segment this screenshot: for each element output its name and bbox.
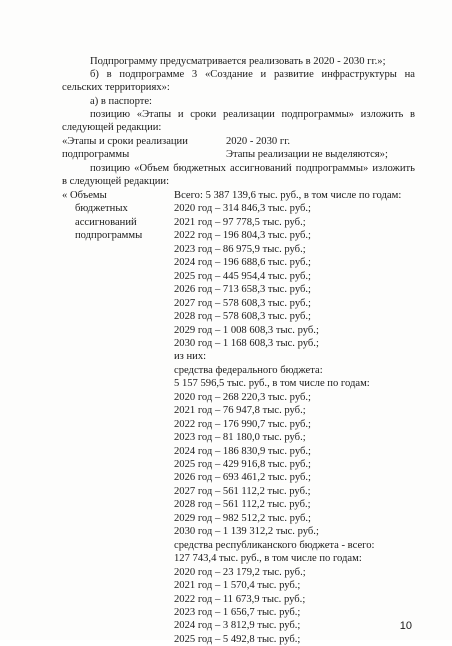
stages-value-1: 2020 - 2030 гг. <box>226 136 290 147</box>
stages-label-2: подпрограммы <box>62 149 130 160</box>
budget-line: 2021 год – 1 570,4 тыс. руб.; <box>174 580 301 591</box>
budget-line: 2023 год – 86 975,9 тыс. руб.; <box>174 243 306 255</box>
budget-line: 2024 год – 3 812,9 тыс. руб.; <box>174 620 301 632</box>
budget-line: 2024 год – 196 688,6 тыс. руб.; <box>174 257 311 269</box>
budget-line: из них: <box>174 351 207 363</box>
budget-label-3: ассигнований <box>75 217 137 228</box>
budget-line: 2024 год – 186 830,9 тыс. руб.; <box>174 445 311 457</box>
budget-line: 2020 год – 23 179,2 тыс. руб.; <box>174 566 306 578</box>
budget-line: 2021 год – 97 778,5 тыс. руб.; <box>174 216 306 228</box>
intro-line-5: позицию «Этапы и сроки реализации подпрограммы» изложить в <box>90 109 415 120</box>
budget-line: 2022 год – 11 673,9 тыс. руб.; <box>174 593 306 605</box>
stages-label-1: «Этапы и сроки реализации <box>62 136 188 147</box>
budget-line: 5 157 596,5 тыс. руб., в том числе по годам: <box>174 378 370 390</box>
budget-line: 2023 год – 1 656,7 тыс. руб.; <box>174 607 301 618</box>
budget-intro-line-1: позицию «Объем бюджетных ассигнований подпрограммы» изложить <box>90 163 415 174</box>
intro-line-2: б) в подпрограмме 3 «Создание и развитие инфраструктуры на <box>90 69 415 80</box>
budget-line: 127 743,4 тыс. руб., в том числе по годам: <box>174 553 362 565</box>
budget-line: 2025 год – 445 954,4 тыс. руб.; <box>174 270 311 282</box>
budget-line: 2025 год – 429 916,8 тыс. руб.; <box>174 459 311 470</box>
budget-line: 2027 год – 578 608,3 тыс. руб.; <box>174 297 311 309</box>
budget-line: 2020 год – 268 220,3 тыс. руб.; <box>174 391 311 403</box>
budget-label-2: бюджетных <box>75 203 128 214</box>
budget-line: 2028 год – 578 608,3 тыс. руб.; <box>174 311 311 323</box>
budget-line: 2023 год – 81 180,0 тыс. руб.; <box>174 432 306 444</box>
page-number: 10 <box>399 620 412 632</box>
budget-line: 2026 год – 693 461,2 тыс. руб.; <box>174 472 311 484</box>
budget-line: Всего: 5 387 139,6 тыс. руб., в том числе по годам: <box>174 190 402 201</box>
budget-line: средства федерального бюджета: <box>174 364 323 376</box>
budget-line: 2021 год – 76 947,8 тыс. руб.; <box>174 405 306 417</box>
budget-line: 2020 год – 314 846,3 тыс. руб.; <box>174 203 311 215</box>
budget-line: 2022 год – 176 990,7 тыс. руб.; <box>174 418 311 430</box>
budget-intro-line-2: в следующей редакции: <box>62 176 170 187</box>
intro-line-3: сельских территориях»: <box>62 82 170 93</box>
budget-line: 2029 год – 1 008 608,3 тыс. руб.; <box>174 324 319 336</box>
intro-line-6: следующей редакции: <box>62 122 162 133</box>
budget-line: 2029 год – 982 512,2 тыс. руб.; <box>174 512 311 524</box>
budget-line: 2026 год – 713 658,3 тыс. руб.; <box>174 284 311 296</box>
intro-line-4: а) в паспорте: <box>90 96 153 107</box>
budget-line: 2030 год – 1 168 608,3 тыс. руб.; <box>174 337 319 349</box>
stages-value-2: Этапы реализации не выделяются»; <box>226 149 388 160</box>
budget-line: 2028 год – 561 112,2 тыс. руб.; <box>174 499 311 511</box>
budget-line: 2022 год – 196 804,3 тыс. руб.; <box>174 230 311 242</box>
budget-label-4: подпрограммы <box>75 230 143 241</box>
budget-line: 2030 год – 1 139 312,2 тыс. руб.; <box>174 526 319 538</box>
intro-line-1: Подпрограмму предусматривается реализовать в 2020 - 2030 гг.»; <box>90 56 386 67</box>
budget-line: 2027 год – 561 112,2 тыс. руб.; <box>174 485 311 497</box>
budget-line: 2025 год – 5 492,8 тыс. руб.; <box>174 633 301 645</box>
budget-label-1: « Объемы <box>62 190 107 201</box>
budget-line: средства республиканского бюджета - всего: <box>174 539 375 551</box>
